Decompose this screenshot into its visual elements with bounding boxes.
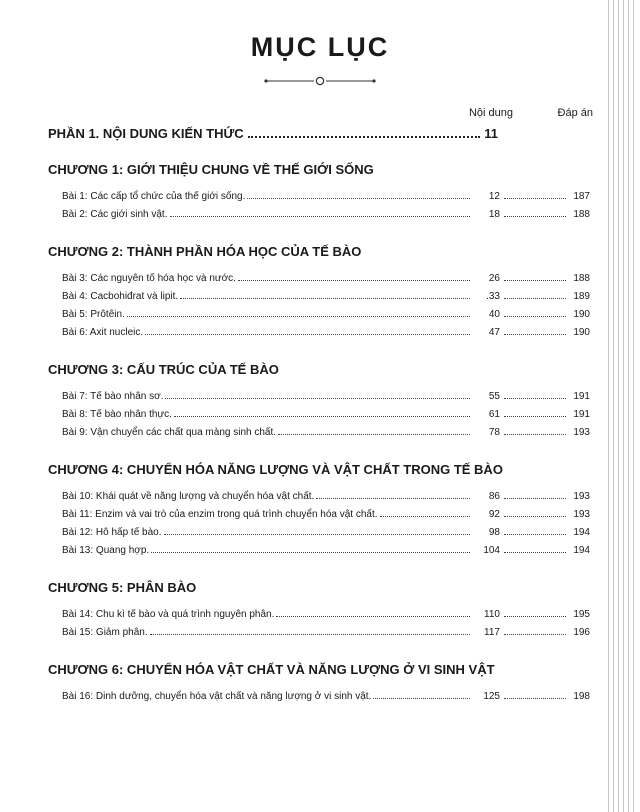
answer-page: 194 <box>573 545 590 556</box>
chapter-title[interactable]: CHƯƠNG 1: GIỚI THIỆU CHUNG VỀ THẾ GIỚI SỐNG <box>48 162 374 177</box>
chapter-section <box>48 462 590 560</box>
chapter-title[interactable]: CHƯƠNG 5: PHÂN BÀO <box>48 580 197 595</box>
leader-dots <box>278 434 470 435</box>
leader-dots <box>180 298 470 299</box>
lesson-title: Bài 8: Tế bào nhân thực. <box>62 409 172 420</box>
leader-dots <box>164 534 470 535</box>
page-title: MỤC LỤC <box>250 32 390 62</box>
lesson-page: 55 <box>488 391 500 402</box>
part-heading[interactable] <box>48 126 498 141</box>
lesson-title: Bài 14: Chu kì tế bào và quá trình nguyên phân. <box>62 609 275 620</box>
lesson-title: Bài 3: Các nguyên tố hóa học và nước. <box>62 273 236 284</box>
leader-dots <box>504 634 566 635</box>
leader-dots <box>504 498 566 499</box>
lesson-row[interactable] <box>48 388 590 406</box>
leader-dots <box>276 616 470 617</box>
part-label: PHẦN 1. NỘI DUNG KIẾN THỨC <box>48 126 244 141</box>
answer-page: 198 <box>573 691 590 702</box>
lesson-page: 26 <box>488 273 500 284</box>
leader-dots <box>504 434 566 435</box>
lesson-title: Bài 13: Quang hợp. <box>62 545 150 556</box>
lesson-title: Bài 4: Cacbohiđrat và lipit. <box>62 291 179 302</box>
lesson-row[interactable] <box>48 488 590 506</box>
lesson-title: Bài 7: Tế bào nhân sơ. <box>62 391 164 402</box>
chapter-title[interactable]: CHƯƠNG 3: CẤU TRÚC CỦA TẾ BÀO <box>48 362 279 377</box>
leader-dots <box>504 298 566 299</box>
lesson-row[interactable] <box>48 306 590 324</box>
leader-dots <box>504 398 566 399</box>
leader-dots <box>247 198 470 199</box>
lesson-title: Bài 2: Các giới sinh vật. <box>62 209 168 220</box>
lesson-page: 125 <box>483 691 500 702</box>
lesson-row[interactable] <box>48 206 590 224</box>
lesson-page: 40 <box>488 309 500 320</box>
leader-dots <box>150 634 470 635</box>
leader-dots <box>127 316 470 317</box>
chapter-section <box>48 362 590 442</box>
answer-page: 190 <box>573 327 590 338</box>
lesson-title: Bài 6: Axit nucleic. <box>62 327 144 338</box>
lesson-title: Bài 12: Hô hấp tế bào. <box>62 527 162 538</box>
answer-page: 191 <box>573 409 590 420</box>
column-header-answer: Đáp án <box>557 107 593 119</box>
leader-dots <box>504 698 566 699</box>
lesson-row[interactable] <box>48 506 590 524</box>
answer-page: 191 <box>573 391 590 402</box>
answer-page: 193 <box>573 509 590 520</box>
lesson-row[interactable] <box>48 688 590 706</box>
leader-dots <box>380 516 470 517</box>
table-of-contents <box>48 162 590 726</box>
column-header-content: Nội dung <box>468 107 513 119</box>
lesson-row[interactable] <box>48 524 590 542</box>
leader-dots <box>248 136 481 138</box>
leader-dots <box>238 280 470 281</box>
lesson-page: 18 <box>488 209 500 220</box>
leader-dots <box>504 280 566 281</box>
leader-dots <box>316 498 470 499</box>
chapter-title[interactable]: CHƯƠNG 6: CHUYỂN HÓA VẬT CHẤT VÀ NĂNG LƯỢNG Ở VI SINH VẬT <box>48 662 495 677</box>
leader-dots <box>145 334 470 335</box>
leader-dots <box>165 398 470 399</box>
lesson-title: Bài 9: Vận chuyển các chất qua màng sinh chất. <box>62 427 277 438</box>
leader-dots <box>504 316 566 317</box>
leader-dots <box>504 198 566 199</box>
lesson-page: 110 <box>484 609 500 620</box>
lesson-title: Bài 10: Khái quát về năng lượng và chuyển hóa vật chất. <box>62 491 315 502</box>
lesson-row[interactable] <box>48 606 590 624</box>
leader-dots <box>504 216 566 217</box>
lesson-page: 61 <box>488 409 500 420</box>
lesson-title: Bài 15: Giảm phân. <box>62 627 148 638</box>
lesson-row[interactable] <box>48 406 590 424</box>
lesson-row[interactable] <box>48 270 590 288</box>
part-page: 11 <box>484 126 498 141</box>
lesson-page: 104 <box>483 545 500 556</box>
answer-page: 193 <box>573 491 590 502</box>
leader-dots <box>504 334 566 335</box>
leader-dots <box>174 416 470 417</box>
title-ornament <box>262 75 378 87</box>
lesson-page: 86 <box>488 491 500 502</box>
lesson-title: Bài 16: Dinh dưỡng, chuyển hóa vật chất và năng lượng ở vi sinh vật. <box>62 691 372 702</box>
leader-dots <box>504 516 566 517</box>
answer-page: 193 <box>573 427 590 438</box>
answer-page: 190 <box>573 309 590 320</box>
lesson-row[interactable] <box>48 624 590 642</box>
leader-dots <box>151 552 470 553</box>
lesson-page: 12 <box>488 191 500 202</box>
chapter-section <box>48 244 590 342</box>
lesson-page: .33 <box>486 291 500 302</box>
chapter-section <box>48 580 590 642</box>
leader-dots <box>504 616 566 617</box>
lesson-row[interactable] <box>48 188 590 206</box>
chapter-section <box>48 662 590 706</box>
leader-dots <box>373 698 470 699</box>
lesson-page: 47 <box>488 327 500 338</box>
lesson-page: 78 <box>488 427 500 438</box>
lesson-title: Bài 1: Các cấp tổ chức của thế giới sống. <box>62 191 246 202</box>
leader-dots <box>170 216 471 217</box>
chapter-title[interactable]: CHƯƠNG 4: CHUYỂN HÓA NĂNG LƯỢNG VÀ VẬT CHẤT TRONG TẾ BÀO <box>48 462 503 477</box>
leader-dots <box>504 416 566 417</box>
answer-page: 188 <box>573 209 590 220</box>
answer-page: 189 <box>573 291 590 302</box>
lesson-row[interactable] <box>48 424 590 442</box>
chapter-section <box>48 162 590 224</box>
column-headers <box>0 107 640 123</box>
lesson-page: 98 <box>488 527 500 538</box>
lesson-row[interactable] <box>48 324 590 342</box>
lesson-title: Bài 5: Prôtêin. <box>62 309 125 320</box>
lesson-page: 117 <box>484 627 500 638</box>
lesson-title: Bài 11: Enzim và vai trò của enzim trong quá trình chuyển hóa vật chất. <box>62 509 378 520</box>
chapter-title[interactable]: CHƯƠNG 2: THÀNH PHẦN HÓA HỌC CỦA TẾ BÀO <box>48 244 362 259</box>
answer-page: 188 <box>573 273 590 284</box>
lesson-page: 92 <box>488 509 500 520</box>
answer-page: 187 <box>573 191 590 202</box>
answer-page: 196 <box>573 627 590 638</box>
lesson-row[interactable] <box>48 542 590 560</box>
leader-dots <box>504 534 566 535</box>
lesson-row[interactable] <box>48 288 590 306</box>
leader-dots <box>504 552 566 553</box>
answer-page: 195 <box>573 609 590 620</box>
answer-page: 194 <box>573 527 590 538</box>
